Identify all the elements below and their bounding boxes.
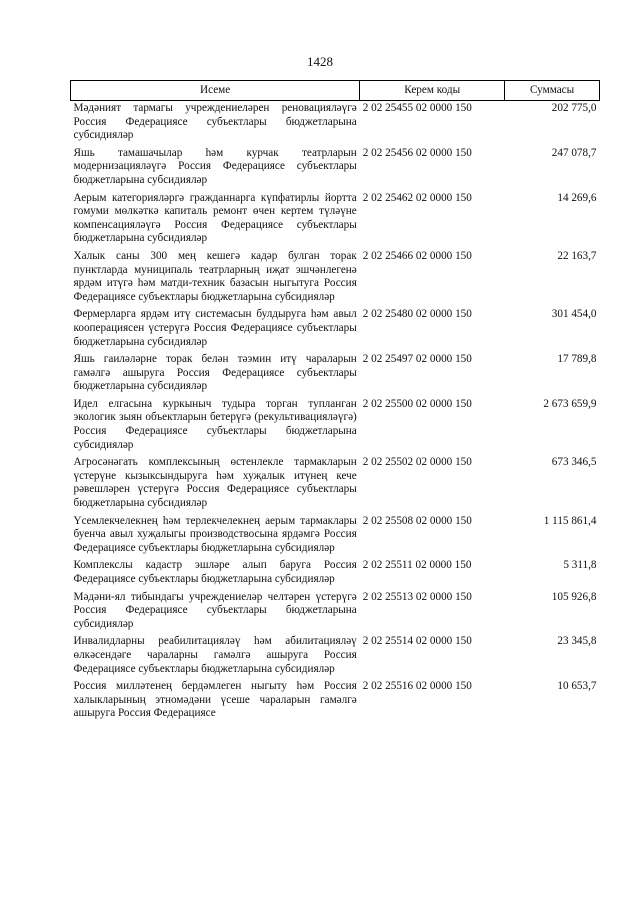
header-code: Керем коды <box>360 81 505 101</box>
row-sum: 17 789,8 <box>557 353 597 366</box>
row-code: 2 02 25511 02 0000 150 <box>362 559 472 572</box>
row-code: 2 02 25513 02 0000 150 <box>362 590 472 603</box>
row-sum: 105 926,8 <box>551 590 597 603</box>
table-row <box>71 250 600 308</box>
table-row <box>71 192 600 250</box>
row-code: 2 02 25466 02 0000 150 <box>362 249 472 262</box>
table-header-row <box>71 81 600 101</box>
row-sum: 2 673 659,9 <box>543 397 597 410</box>
row-sum: 22 163,7 <box>557 249 597 262</box>
row-name: Россия милләтенең бердәмлеген ныгыту һәм Россия халыкларының этномәдәни үсеше чараларын гамәлгә ашыруга Россия Федерациясе <box>73 680 357 720</box>
row-sum: 10 653,7 <box>557 680 597 693</box>
row-code: 2 02 25516 02 0000 150 <box>362 680 472 693</box>
row-code: 2 02 25462 02 0000 150 <box>362 191 472 204</box>
row-name: Яшь гаиләләрне торак белән тәэмин итү чараларын гамәлгә ашыруга Россия Федерациясе субъектлары бюджетларына субсидияләр <box>73 353 357 393</box>
row-sum: 14 269,6 <box>557 191 597 204</box>
header-sum: Суммасы <box>505 81 600 101</box>
row-name: Аерым категорияләргә гражданнарга күпфатирлы йортта гомуми мөлкәткә капиталь ремонт өчен кертем түләүне компенсацияләүгә Россия Федерациясе субъектлары бюджетларына субсидияләр <box>73 191 357 245</box>
row-code: 2 02 25480 02 0000 150 <box>362 308 472 321</box>
row-code: 2 02 25500 02 0000 150 <box>362 397 472 410</box>
table-row <box>71 308 600 353</box>
row-code: 2 02 25497 02 0000 150 <box>362 353 472 366</box>
table-row <box>71 101 600 147</box>
row-name: Мәдәният тармагы учреждениеләрен реновацияләүгә Россия Федерациясе субъектлары бюджетларына субсидияләр <box>73 102 357 142</box>
row-name: Идел елгасына куркыныч тудыра торган тупланган экологик зыян объектларын бетерүгә (рекультивацияләүгә) Россия Федерациясе субъектлары бюджетларына субсидияләр <box>73 397 357 451</box>
row-sum: 1 115 861,4 <box>543 514 597 527</box>
row-name: Инвалидларны реабилитацияләү һәм абилитацияләү өлкәсендәге чараларны гамәлгә ашыруга Россия Федерациясе субъектлары бюджетларына субсидияләр <box>73 635 357 675</box>
row-name: Мәдәни-ял тибындагы учреждениеләр челтәрен үстерүгә Россия Федерациясе субъектлары бюджетларына субсидияләр <box>73 590 357 630</box>
row-sum: 301 454,0 <box>551 308 597 321</box>
table-row <box>71 515 600 560</box>
budget-table <box>70 80 600 725</box>
table-row <box>71 398 600 456</box>
row-sum: 23 345,8 <box>557 635 597 648</box>
row-name: Фермерларга ярдәм итү системасын булдыруга һәм авыл кооперациясен үстерүгә Россия Федерациясе субъектлары бюджетларына субсидияләр <box>73 308 357 348</box>
row-code: 2 02 25514 02 0000 150 <box>362 635 472 648</box>
row-code: 2 02 25502 02 0000 150 <box>362 456 472 469</box>
row-code: 2 02 25456 02 0000 150 <box>362 146 472 159</box>
table-row <box>71 680 600 725</box>
row-code: 2 02 25455 02 0000 150 <box>362 102 472 114</box>
row-name: Агросәнәгать комплексының өстенлекле тармакларын үстерүне кызыксындыруга һәм хуҗалык итүнең кече рәвешләрен үстерүгә Россия Федерациясе субъектлары бюджетларына субсидияләр <box>73 456 357 510</box>
row-name: Яшь тамашачылар һәм курчак театрларын модернизацияләүгә Россия Федерациясе субъектлары бюджетларына субсидияләр <box>73 146 357 186</box>
row-name: Үсемлекчелекнең һәм терлекчелекнең аерым тармаклары буенча авыл хуҗалыгы производствосына ярдәмгә Россия Федерациясе субъектлары бюджетларына субсидияләр <box>73 514 357 554</box>
row-sum: 5 311,8 <box>563 559 597 572</box>
row-sum: 202 775,0 <box>551 102 597 114</box>
row-sum: 673 346,5 <box>551 456 597 469</box>
table-row <box>71 559 600 590</box>
row-name: Комплекслы кадастр эшләре алып баруга Россия Федерациясе субъектлары бюджетларына субсидияләр <box>73 559 357 585</box>
header-name: Исеме <box>71 81 360 101</box>
table-row <box>71 635 600 680</box>
row-name: Халык саны 300 мең кешегә кадәр булган торак пунктларда муниципаль театрларның иҗат эшчәнлегенә ярдәм итүгә һәм матди-техник базасын ныгытуга Россия Федерациясе субъектлары бюджетларына субсидияләр <box>73 249 357 303</box>
table-row <box>71 456 600 514</box>
page-number: 1428 <box>307 54 333 69</box>
row-sum: 247 078,7 <box>551 146 597 159</box>
table-row <box>71 147 600 192</box>
table-row <box>71 591 600 636</box>
table-row <box>71 353 600 398</box>
row-code: 2 02 25508 02 0000 150 <box>362 514 472 527</box>
